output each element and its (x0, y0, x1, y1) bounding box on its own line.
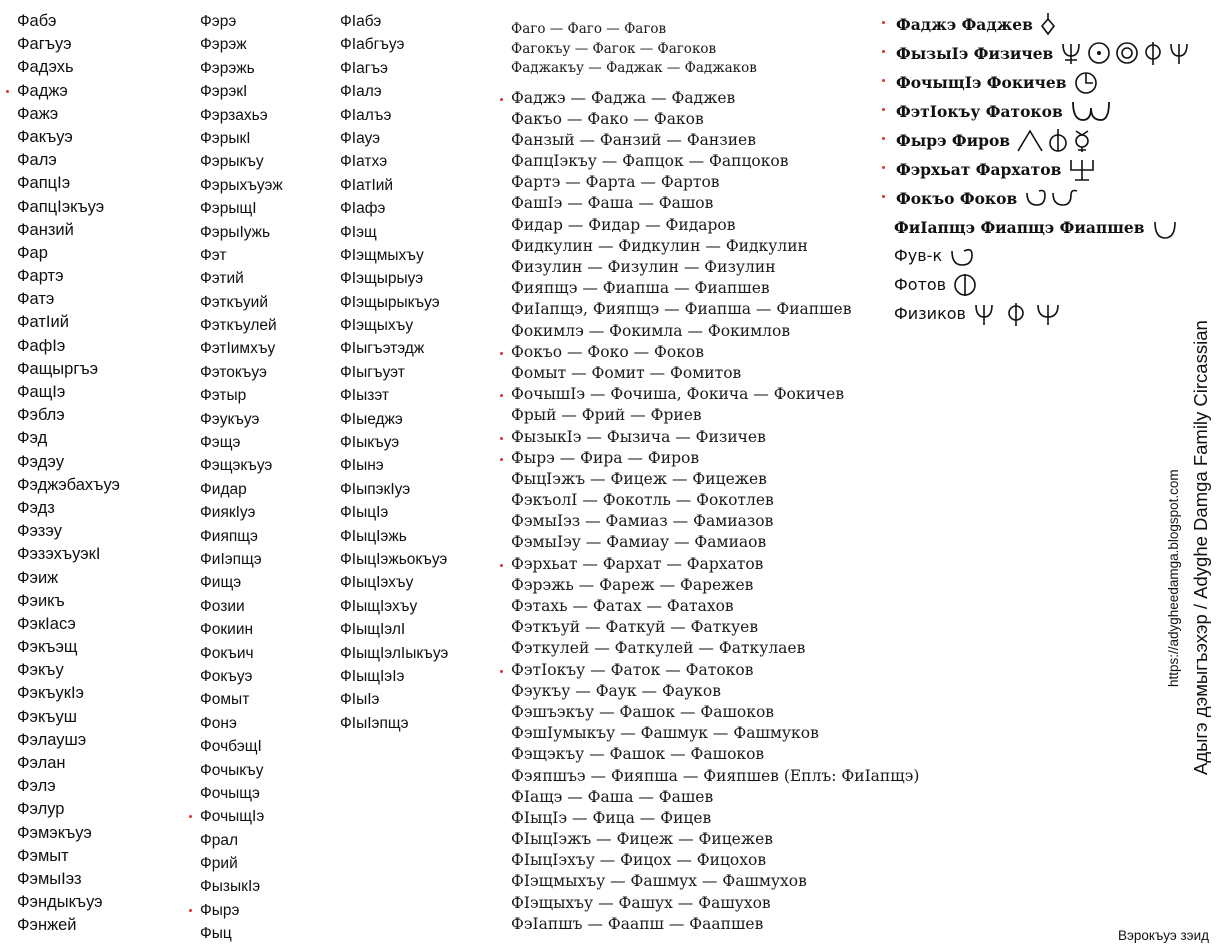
surname-variant-row: ФIыцIэхъу — Фицох — Фицохов (511, 851, 767, 870)
tamga-legend (886, 8, 1199, 327)
surname-variant-row: Фэрхьат — Фархат — Фархатов (511, 554, 919, 575)
surname-variant-row: ФыцIэжъ — Фицеж — Фицежев (511, 469, 767, 488)
surname-entry: ФэрыкI (200, 129, 251, 147)
surname-entry: ФIыкъуэ (340, 434, 400, 452)
surname-variant-row: Фэшъэкъу — Фашок — Фашоков (511, 702, 775, 721)
surname-variant-row: ФIэщмыхъу — Фашмух — Фашмухов (511, 872, 807, 891)
surname-entry: Фокъуэ (200, 667, 253, 685)
surname-entry: Фыц (200, 925, 232, 943)
surname-entry: Фэд (17, 429, 48, 448)
surname-entry: Фрий (200, 855, 238, 873)
surname-variant-row: ФызыкIэ — Фызича — Физичев (511, 427, 919, 448)
surname-variant-row: ФIыцIэ — Фица — Фицев (511, 808, 712, 827)
surname-variant-row: Фэщэкъу — Фашок — Фашоков (511, 745, 765, 764)
surname-entry: Фэлэ (17, 777, 56, 796)
surname-entry: Фабэ (17, 12, 57, 30)
phi-tamga-icon (946, 274, 978, 293)
tamga-label: ФочыщIэ Фокичев (896, 72, 1067, 92)
surname-entry: Фажэ (17, 104, 59, 123)
surname-entry: ФIыщIэлI (340, 621, 406, 639)
lollipop-tamga-icon (1033, 13, 1057, 32)
surname-transliteration-list (511, 20, 919, 935)
loop-tamga-icon (942, 245, 976, 264)
surname-entry: Фокиин (200, 621, 254, 639)
surname-entry: Фэтыр (200, 387, 247, 405)
surname-entry: ФIафэ (340, 200, 386, 218)
surname-entry: ФIагъэ (340, 59, 388, 77)
surname-entry: Фэлаушэ (17, 730, 87, 749)
tamga-entry (886, 95, 1199, 124)
tamga-entry (886, 153, 1199, 182)
surname-entry: Фагъуэ (17, 35, 72, 54)
surname-variant-row: ФIащэ — Фаша — Фашев (511, 787, 714, 806)
surname-entry: ФэрыщI (200, 200, 257, 218)
surname-variant-row: Фаго — Фаго — Фагов (511, 21, 667, 37)
surname-entry: Фэтокъуэ (200, 363, 267, 381)
surname-entry: Фэдз (17, 498, 55, 517)
surname-entry: Фэщэ (200, 434, 241, 452)
tamga-entry (886, 37, 1199, 66)
surname-entry: Фидар (200, 480, 247, 498)
tamga-entry (886, 182, 1199, 211)
surname-entry: Фэмыт (17, 846, 69, 865)
surname-variant-row: Фияпщэ — Фиапша — Фиапшев (511, 279, 770, 298)
surname-entry: Фэткъулей (200, 317, 277, 335)
surname-entry: ФIатIий (340, 176, 394, 194)
surname-entry: Фомыт (200, 691, 250, 709)
surname-variant-row: ФочышIэ — Фочиша, Фокича — Фокичев (511, 384, 919, 405)
surname-variant-row: Физулин — Физулин — Физулин (511, 258, 776, 276)
surname-entry: ФIыщIэхъу (340, 597, 418, 615)
surname-variant-row: Фэткулей — Фаткулей — Фаткулаев (511, 639, 806, 658)
tamga-label: Физиков (894, 304, 966, 323)
surname-variant-row: Фомыт — Фомит — Фомитов (511, 363, 742, 382)
surname-entry: ФапцIэкъуэ (17, 197, 105, 216)
surname-variant-row: Фэрэжь — Фареж — Фарежев (511, 575, 754, 594)
surname-entry: ФафIэ (17, 336, 66, 355)
surname-entry: Фэмэкъуэ (17, 823, 92, 842)
surname-entry: ФочбэщI (200, 738, 262, 756)
surname-entry: ФIыцIэжьокъуэ (340, 550, 448, 568)
surname-entry: ФIыцIэхъу (340, 574, 414, 592)
trident-circle-tamga-icon (1053, 42, 1199, 61)
surname-entry: Фатэ (17, 290, 55, 309)
surname-entry: Фартэ (17, 267, 64, 286)
author-credit: Вэрокъуэ зэид (1118, 928, 1209, 943)
surname-entry: Фэлан (17, 754, 66, 772)
surname-entry: ФэрэкI (200, 83, 248, 101)
tamga-entry (886, 124, 1199, 153)
surname-entry: Фырэ (200, 899, 340, 922)
surname-entry: ФIыпэкIуэ (340, 480, 411, 498)
tamga-label: ФэтIокъу Фатоков (896, 101, 1063, 121)
surname-entry: Фэкъэщ (17, 638, 78, 657)
surname-entry: ФIабгъуэ (340, 36, 405, 54)
tamga-entry (886, 240, 1199, 269)
tamga-label: Фаджэ Фаджев (896, 14, 1033, 34)
surname-entry: Фэзэу (17, 522, 63, 541)
surname-variant-row: ФэмыIэу — Фамиау — Фамиаов (511, 533, 767, 552)
surname-entry: ФIэщырыуэ (340, 270, 424, 288)
surname-entry: Фэлур (17, 800, 65, 819)
tamga-entry (886, 66, 1199, 95)
surname-variant-row: Фаджэ — Фаджа — Фаджев (511, 88, 919, 109)
surname-variant-row: Фокъо — Фоко — Фоков (511, 342, 919, 363)
surname-entry: ФIыцIэ (340, 504, 389, 522)
surname-variant-row: Фэткъуй — Фаткуй — Фаткуев (511, 618, 759, 637)
surname-entry: Фэнжей (17, 916, 77, 935)
tamga-label: Фэрхьат Фархатов (896, 159, 1062, 179)
tamga-entry (886, 211, 1199, 240)
surname-entry: ФэмыIэз (17, 869, 82, 888)
surname-entry: ФIынэ (340, 457, 384, 475)
surname-entry: ФIыгъуэт (340, 363, 405, 381)
surname-entry: ФIыIэ (340, 691, 380, 709)
surname-entry: ФиIэпщэ (200, 550, 262, 568)
surname-entry: Фэрзахьэ (200, 106, 268, 124)
surname-entry: Фанзий (17, 220, 74, 239)
surname-entry: Фадэхь (17, 58, 74, 77)
surname-entry: Фэрыхъуэж (200, 176, 283, 194)
surname-variant-row: Фэукъу — Фаук — Фауков (511, 681, 721, 700)
surname-entry: ФIалэ (340, 83, 382, 101)
wave-tamga-icon (1017, 187, 1079, 206)
surname-entry: Фэкъуш (17, 707, 77, 726)
surname-entry: ФIыIэпщэ (340, 714, 409, 732)
surname-entry: ФIабэ (340, 13, 382, 30)
surname-variant-row: Фанзый — Фанзий — Фанзиев (511, 130, 756, 149)
surname-variant-row: Фаджакъу — Фаджак — Фаджаков (511, 60, 757, 76)
surname-variant-row: ФашIэ — Фаша — Фашов (511, 194, 714, 213)
double-hook-tamga-icon (1063, 100, 1113, 119)
surname-entry: Фэт (200, 246, 227, 264)
surname-variant-row: Фэяпшъэ — Фияпша — Фияпшев (Еплъ: ФиIапщэ) (511, 766, 920, 785)
surname-entry: ФIауэ (340, 129, 381, 147)
surname-entry: Фозии (200, 597, 245, 615)
surname-column-2 (200, 10, 340, 946)
surname-entry: Фэкъу (17, 661, 64, 680)
cup-tamga-icon (1145, 216, 1179, 235)
surname-variant-row: Фэтахь — Фатах — Фатахов (511, 597, 734, 615)
surname-entry: Фэиж (17, 568, 59, 587)
surname-entry: ФIэщмыхъу (340, 246, 424, 264)
tamga-label: Фырэ Фиров (896, 130, 1011, 150)
surname-entry: Фэукъуэ (200, 410, 260, 428)
surname-entry: Фаджэ (17, 80, 197, 103)
surname-entry: ФэрыIужь (200, 223, 271, 241)
surname-variant-row: ФэкъолI — Фокотль — Фокотлев (511, 491, 774, 510)
surname-variant-row: ФIыцIэжъ — Фицеж — Фицежев (511, 830, 774, 849)
surname-entry: Фокъич (200, 644, 254, 662)
tamga-entry (886, 298, 1199, 327)
surname-variant-row: Фагокъу — Фагок — Фагоков (511, 40, 717, 57)
surname-entry: Факъуэ (17, 127, 73, 146)
surname-entry: ФIызэт (340, 387, 390, 405)
surname-variant-row: ФапцIэкъу — Фапцок — Фапцоков (511, 152, 789, 171)
surname-variant-row: ФэIапшъ — Фаапш — Фаапшев (511, 914, 764, 933)
surname-variant-row: Фидар — Фидар — Фидаров (511, 215, 736, 234)
trident-phi-tamga-icon (966, 303, 1064, 322)
surname-variant-row: Фартэ — Фарта — Фартов (511, 173, 720, 192)
surname-entry: Фрал (200, 831, 239, 849)
surname-entry: Фэндыкъуэ (17, 893, 103, 912)
surname-entry: ФэкIасэ (17, 614, 76, 633)
clock-tamga-icon (1067, 71, 1099, 90)
surname-entry: ФIалъэ (340, 106, 392, 124)
surname-variant-row: ФиIапщэ, Фияпщэ — Фиапша — Фиапшев (511, 300, 852, 319)
surname-variant-row: ФэмыIэз — Фамиаз — Фамиазов (511, 512, 774, 531)
surname-entry: ФиякIуэ (200, 504, 256, 522)
tamga-label: Фокъо Фоков (896, 188, 1018, 208)
surname-entry: Фочыщэ (200, 784, 260, 802)
surname-entry: Фонэ (200, 714, 237, 732)
surname-entry: ФIыщIэIэ (340, 667, 405, 685)
tamga-label: Фув-к (894, 246, 943, 265)
surname-entry: ФIыцIэжь (340, 527, 407, 545)
surname-entry: ФатIий (17, 313, 69, 332)
surname-entry: ФIэщ (340, 223, 377, 241)
surname-entry: Фалэ (17, 151, 57, 170)
tamga-label: ФызыIэ Физичев (896, 43, 1054, 63)
surname-entry: ФIэщыхъу (340, 317, 414, 335)
surname-entry: Фэтий (200, 270, 244, 288)
surname-entry: Фэткъуий (200, 293, 268, 311)
surname-entry: ФащIэ (17, 383, 66, 401)
surname-entry: ФэтIимхъу (200, 340, 276, 358)
surname-entry: Фэблэ (17, 406, 65, 425)
vertical-title: Адыгэ дэмыгъэхэр / Adyghe Damga Family Circassian (1190, 320, 1211, 775)
source-url[interactable]: https://adygheedamga.blogspot.com (1166, 469, 1181, 687)
surname-variant-row: Фрый — Фрий — Фриев (511, 406, 702, 425)
surname-variant-row: Фырэ — Фира — Фиров (511, 448, 919, 469)
surname-entry: ФIыщIэлIыкъуэ (340, 644, 449, 662)
surname-entry: Фэикъ (17, 591, 65, 610)
tamga-entry (886, 269, 1199, 298)
surname-variant-row: Факъо — Фако — Факов (511, 109, 704, 128)
surname-entry: ФызыкIэ (200, 878, 261, 896)
surname-entry: ФэкъукIэ (17, 684, 84, 703)
surname-entry: Фар (17, 243, 48, 262)
surname-variant-row: ФэтIокъу — Фаток — Фатоков (511, 660, 919, 681)
surname-variant-row: Фокимлэ — Фокимла — Фокимлов (511, 321, 791, 340)
surname-variant-row: Фидкулин — Фидкулин — Фидкулин (511, 236, 808, 255)
surname-entry: Фащыргъэ (17, 359, 99, 378)
surname-variant-row: ФэшIумыкъу — Фашмук — Фашмуков (511, 724, 819, 743)
surname-entry: ФIыгъэтэдж (340, 340, 425, 358)
surname-entry: Фэрэжь (200, 59, 255, 77)
surname-entry: ФIыеджэ (340, 410, 403, 428)
tamga-entry (886, 8, 1199, 37)
surname-entry: ФIатхэ (340, 153, 388, 171)
surname-entry: ФэзэхъуэкI (17, 545, 101, 564)
surname-entry: ФIэщырыкъуэ (340, 293, 440, 311)
surname-entry: Фияпщэ (200, 527, 258, 545)
surname-entry: Фэрэ (200, 13, 237, 30)
surname-entry: Фочыкъу (200, 761, 264, 779)
surname-entry: Фищэ (200, 574, 242, 592)
surname-column-1 (17, 10, 197, 938)
surname-entry: Фэджэбахъуэ (17, 475, 120, 494)
surname-entry: Фэдэу (17, 452, 65, 471)
mountain-circle-tamga-icon (1010, 129, 1096, 148)
tamga-label: ФиIапщэ Фиапщэ Фиапшев (894, 217, 1145, 237)
tamga-label: Фотов (894, 275, 947, 294)
surname-entry: ФапцIэ (17, 174, 71, 193)
surname-entry: ФочыщIэ (200, 805, 340, 828)
surname-column-3 (340, 10, 500, 735)
surname-variant-row: ФIэщыхъу — Фашух — Фашухов (511, 893, 771, 912)
surname-entry: Фэщэкъуэ (200, 457, 273, 475)
surname-entry: Фэрыкъу (200, 153, 264, 171)
surname-entry: Фэрэж (200, 36, 247, 54)
fork-tamga-icon (1061, 158, 1097, 177)
